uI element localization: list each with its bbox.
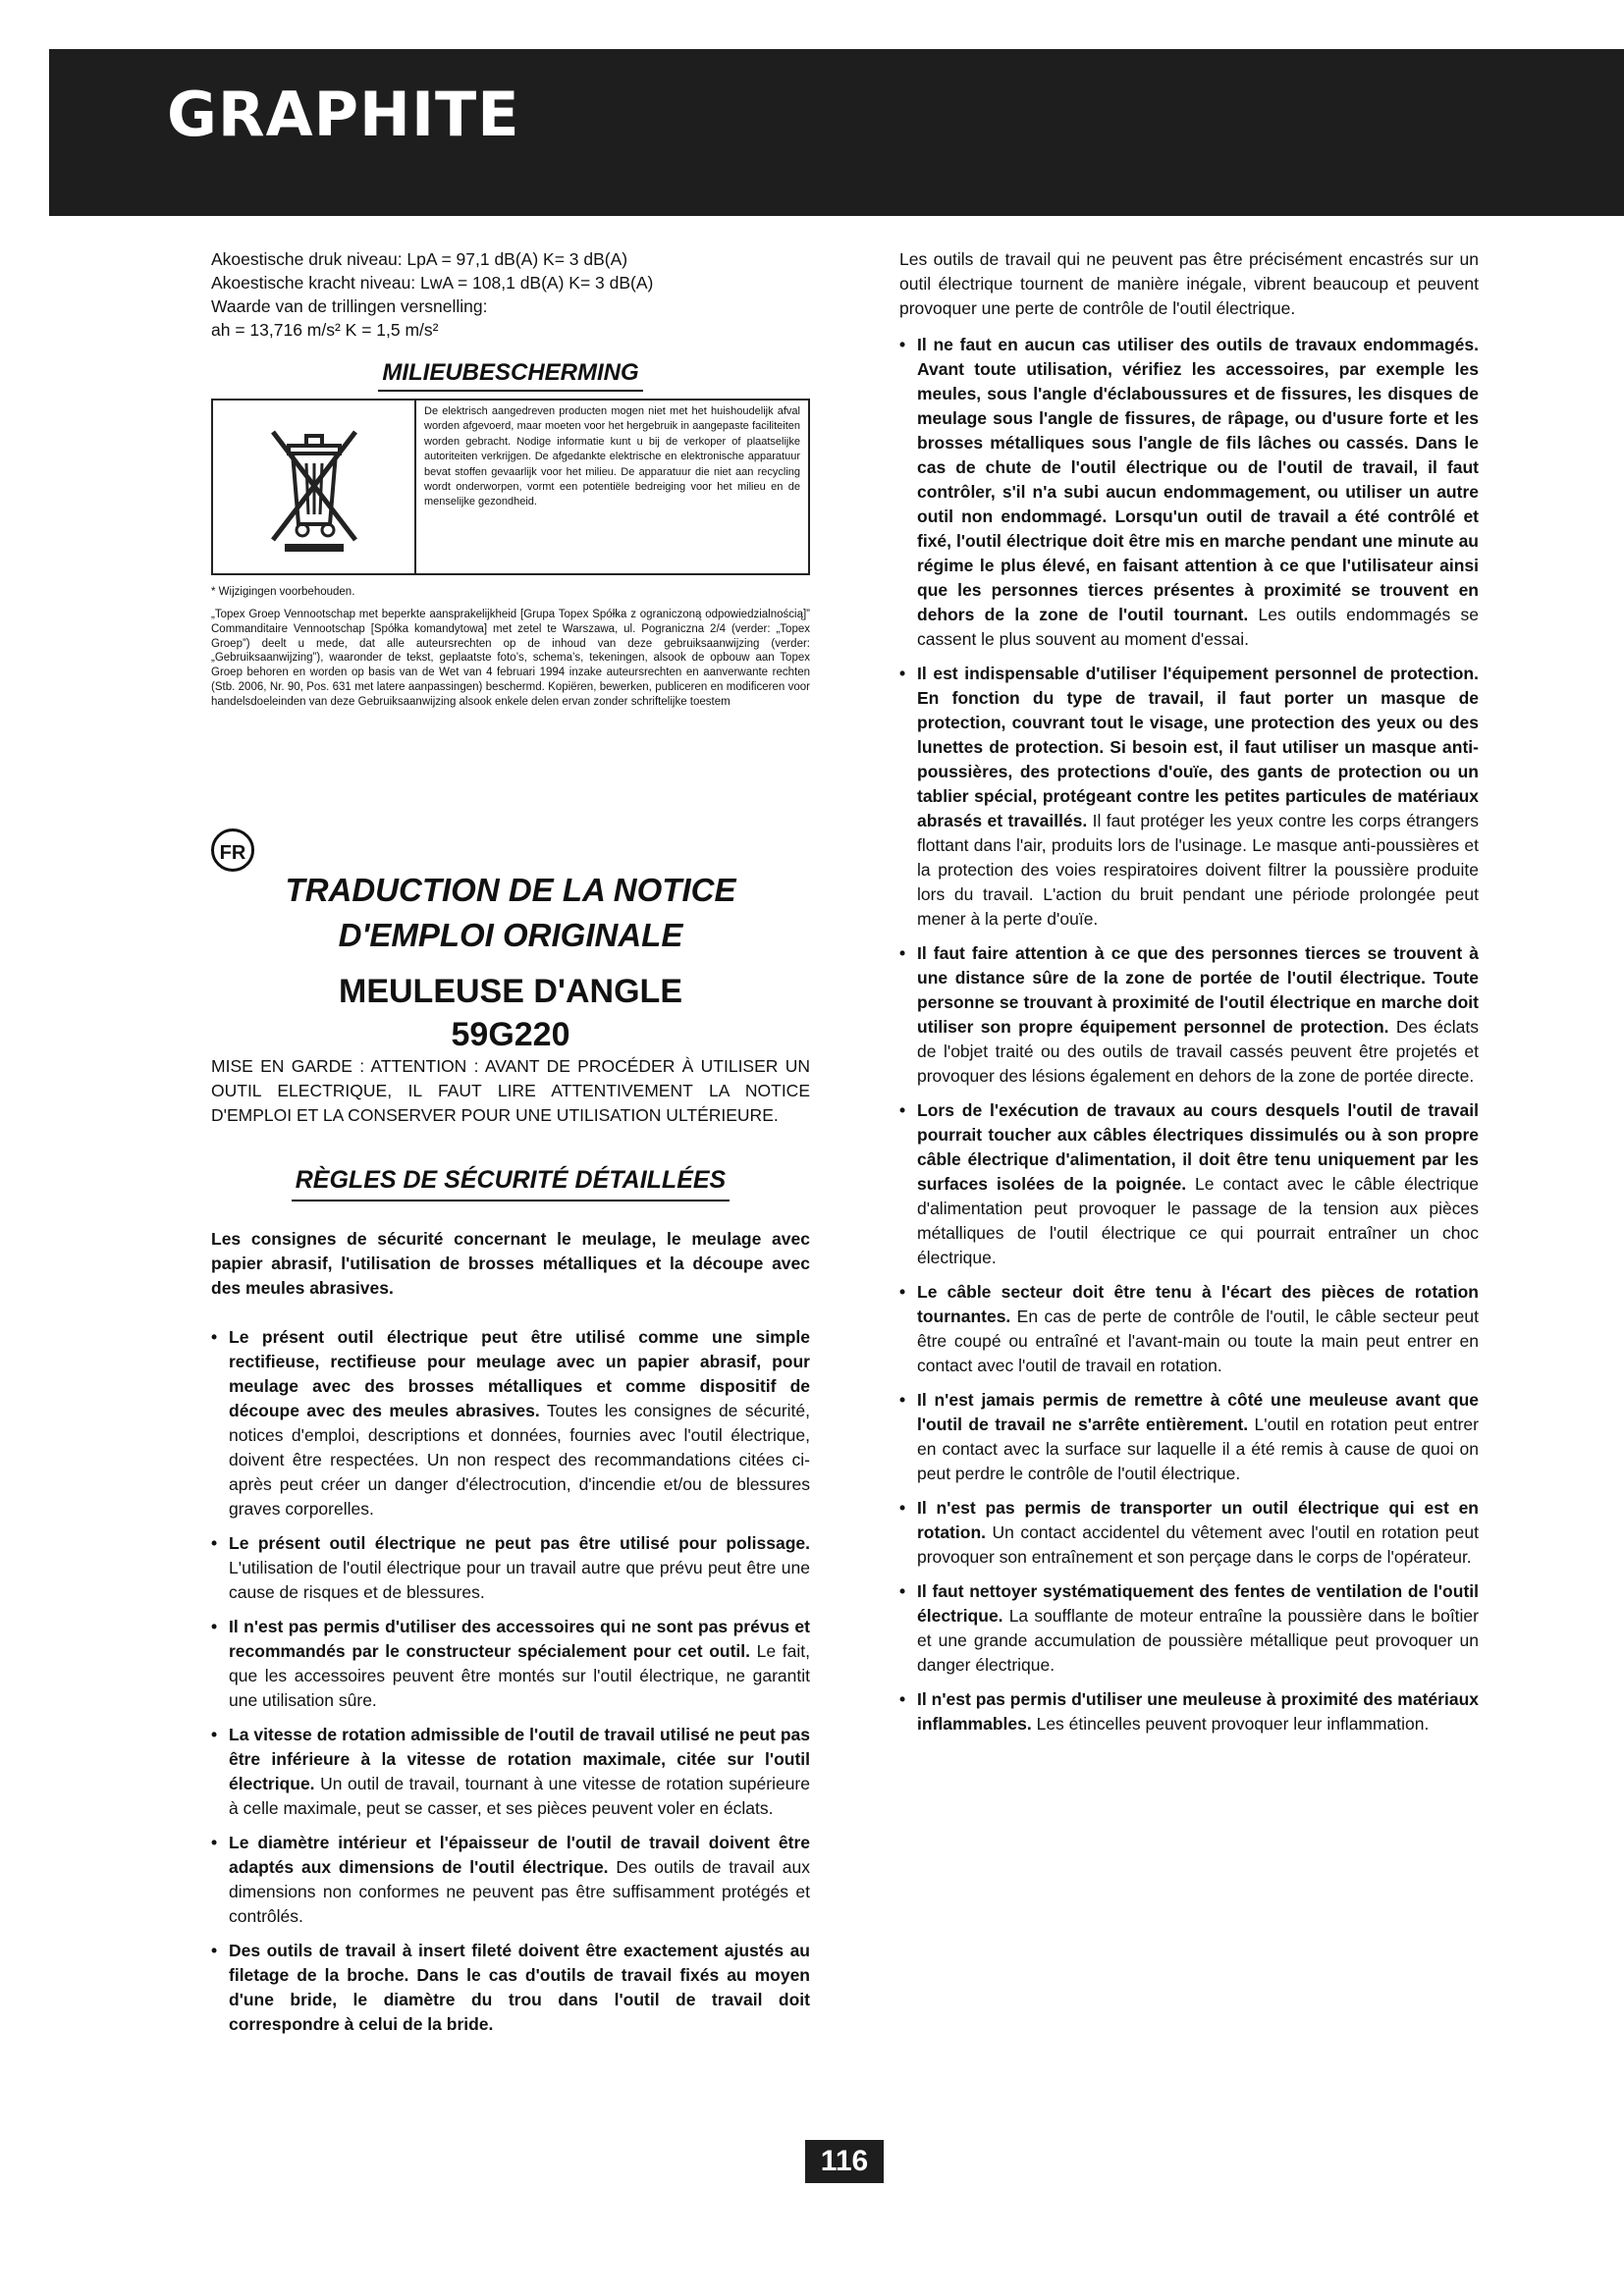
right-intro-text: Les outils de travail qui ne peuvent pas être précisément encastrés sur un outil électrique tournent de manière inégale, vibrent beaucoup et peuvent provoquer une perte de contrôle de l'outil électrique.: [899, 249, 1479, 318]
list-item: • Des outils de travail à insert fileté doivent être exactement ajustés au filetage de la broche. Dans le cas d'outils de travail fixés au moyen d'une bride, le diamètre du trou dans l'outil de travail doit correspondre à celui de la bride.: [211, 1939, 810, 2037]
list-item: • Il est indispensable d'utiliser l'équipement personnel de protection. En fonction du type de travail, il faut porter un masque de protection, couvrant tout le visage, une protection des yeux ou des lunettes de protection. Si besoin est, il faut utiliser un masque anti-poussières, des protections d'ouïe, des gants de protection ou un tablier spécial, protégeant contre les petites particules de matériaux abrasés et travaillés. Il faut protéger les yeux contre les corps étrangers flottant dans l'air, produits lors de l'usinage. Le masque anti-poussières et la protection des voies respiratoires doivent filtrer la poussière produite lors du travail. L'action du bruit pendant une période prolongée peut mener à la perte d'ouïe.: [899, 662, 1479, 932]
weee-text: De elektrisch aangedreven producten mogen niet met het huishoudelijk afval worden afgevoerd, maar moeten voor het hergebruik in aangepaste faciliteiten worden gebracht. Nodige informatie kunt u bij de verkoper of plaatselijke autoriteiten verkrijgen. De afgedankte elektrische en elektronische apparatuur bevat stoffen gevaarlijk voor het milieu. De apparatuur die niet aan recycling wordt onderworpen, vormt een potentiële bedreiging voor het milieu en de menselijke gezondheid.: [424, 405, 800, 508]
list-item: • Lors de l'exécution de travaux au cours desquels l'outil de travail pourrait toucher aux câbles électriques dissimulés ou à son propre câble électrique d'alimentation, il doit être tenu uniquement par les surfaces isolées de la poignée. Le contact avec le câble électrique d'alimentation peut provoquer le passage de la tension aux pièces métalliques de l'outil électrique ce qui pourrait entraîner un choc électrique.: [899, 1098, 1479, 1270]
weee-box: [211, 399, 810, 575]
list-item: • La vitesse de rotation admissible de l'outil de travail utilisé ne peut pas être inférieure à la vitesse de rotation maximale, citée sur l'outil électrique. Un outil de travail, tournant à une vitesse de rotation supérieure à celle maximale, peut se casser, et ses pièces peuvent voler en éclats.: [211, 1723, 810, 1821]
list-item: • Il n'est pas permis de transporter un outil électrique qui est en rotation. Un contact accidentel du vêtement avec l'outil en rotation peut provoquer son entraînement et son perçage dans le corps de l'opérateur.: [899, 1496, 1479, 1570]
acoustic-line: ah = 13,716 m/s² K = 1,5 m/s²: [211, 320, 439, 340]
list-item: • Il n'est pas permis d'utiliser une meuleuse à proximité des matériaux inflammables. Les étincelles peuvent provoquer leur inflammation.: [899, 1687, 1479, 1736]
list-item: • Il n'est jamais permis de remettre à côté une meuleuse avant que l'outil de travail ne s'arrête entièrement. L'outil en rotation peut entrer en contact avec la surface sur laquelle il a été remis à cause de quoi on peut perdre le contrôle de l'outil électrique.: [899, 1388, 1479, 1486]
page-number: 116: [805, 2140, 884, 2183]
list-item: • Il ne faut en aucun cas utiliser des outils de travaux endommagés. Avant toute utilisation, vérifiez les accessoires, par exemple les meules, sous l'angle d'éclaboussures et de fissures, les disques de meulage sous l'angle de fissures, de râpage, ou d'usure forte et les brosses métalliques sous l'angle de fils lâches ou cassés. Dans le cas de chute de l'outil électrique ou de l'outil de travail, il faut contrôler, s'il n'a subi aucun endommagement, ou utiliser un autre outil non endommagé. Lorsqu'un outil de travail a été contrôlé et fixé, l'outil électrique doit être mis en marche pendant une minute au régime le plus élevé, en faisant attention à ce que l'utilisateur ainsi que les personnes tierces présentes à proximité se trouvent en dehors de la zone de l'outil tournant. Les outils endommagés se cassent le plus souvent au moment d'essai.: [899, 333, 1479, 652]
acoustic-line: Waarde van de trillingen versnelling:: [211, 296, 488, 316]
brand-logo: GRAPHITE: [167, 79, 520, 150]
list-item: • Le diamètre intérieur et l'épaisseur de l'outil de travail doivent être adaptés aux dimensions de l'outil électrique. Des outils de travail aux dimensions non conformes ne peuvent pas être suffisamment protégés et contrôlés.: [211, 1831, 810, 1929]
acoustic-line: Akoestische kracht niveau: LwA = 108,1 dB(A) K= 3 dB(A): [211, 273, 654, 293]
right-bullet-list: [899, 333, 1479, 1736]
acoustic-line: Akoestische druk niveau: LpA = 97,1 dB(A) K= 3 dB(A): [211, 249, 628, 269]
title-line: D'EMPLOI ORIGINALE: [338, 917, 683, 953]
list-item: • Il n'est pas permis d'utiliser des accessoires qui ne sont pas prévus et recommandés par le constructeur spécialement pour cet outil. Le fait, que les accessoires peuvent être montés sur l'outil électrique, ne garantit une utilisation sûre.: [211, 1615, 810, 1713]
list-item: • Le câble secteur doit être tenu à l'écart des pièces de rotation tournantes. En cas de perte de contrôle de l'outil, le câble secteur peut être coupé ou entraîné et l'avant-main ou toute la main peut entrer en contact avec l'outil de travail en rotation.: [899, 1280, 1479, 1378]
left-bullet-list: [211, 1325, 810, 2047]
copyright-notice: „Topex Groep Vennootschap met beperkte aansprakelijkheid [Grupa Topex Spółka z ograniczoną odpowiedzialnością]” Commanditaire Vennootschap [Spółka komandytowa] met zetel te Warszawa, ul. Pograniczna 2/4 (verder: „Topex Groep”) deelt u mede, dat alle auteursrechten op de inhoud van deze gebruiksaanwijzing (verder: „Gebruiksaanwijzing”), waaronder de tekst, geplaatste foto’s, schema’s, tekeningen, alsook de opbouw aan Topex Groep behoren en worden op basis van de Wet van 4 februari 1994 inzake auteursrechten en aanverwante rechten (Stb. 2006, Nr. 90, Pos. 631 met latere aanpassingen) beschermd. Kopiëren, bewerken, publiceren en modificeren voor handelsdoeleinden van deze Gebruiksaanwijzing alsook enkele delen ervan zonder schriftelijke toestem: [211, 609, 810, 708]
document-title: [211, 868, 810, 1056]
title-line: TRADUCTION DE LA NOTICE: [285, 872, 736, 908]
left-column: [211, 247, 810, 2034]
product-name: MEULEUSE D'ANGLE: [339, 973, 682, 1010]
list-item: • Le présent outil électrique ne peut pas être utilisé pour polissage. L'utilisation de l'outil électrique pour un travail autre que prévu peut être une cause de risques et de blessures.: [211, 1531, 810, 1605]
changes-note: * Wijzigingen voorbehouden.: [211, 586, 355, 598]
fr-language-badge: FR: [211, 828, 254, 872]
list-item: • Il faut faire attention à ce que des personnes tierces se trouvent à une distance sûre de la zone de portée de l'outil électrique. Toute personne se trouvant à proximité de l'outil électrique en marche doit utiliser son propre équipement personnel de protection. Des éclats de l'objet traité ou des outils de travail cassés peuvent être projetés et provoquer des lésions également en dehors de la zone de portée directe.: [899, 941, 1479, 1089]
right-column: [899, 247, 1479, 1746]
acoustic-data: [211, 247, 810, 342]
milieu-title: MILIEUBESCHERMING: [211, 359, 810, 387]
rules-title: RÈGLES DE SÉCURITÉ DÉTAILLÉES: [211, 1166, 810, 1195]
crossed-bin-icon: [213, 400, 416, 573]
model-number: 59G220: [451, 1016, 570, 1053]
list-item: • Il faut nettoyer systématiquement des fentes de ventilation de l'outil électrique. La soufflante de moteur entraîne la poussière dans le boîtier et une grande accumulation de poussière métallique peut provoquer un danger électrique.: [899, 1579, 1479, 1678]
warning-text: MISE EN GARDE : ATTENTION : AVANT DE PROCÉDER À UTILISER UN OUTIL ELECTRIQUE, IL FAUT LIRE ATTENTIVEMENT LA NOTICE D'EMPLOI ET LA CONSERVER POUR UNE UTILISATION ULTÉRIEURE.: [211, 1056, 810, 1125]
list-item: • Le présent outil électrique peut être utilisé comme une simple rectifieuse, rectifieuse pour meulage avec un papier abrasif, pour meulage avec des brosses métalliques et comme dispositif de découpe avec des meules abrasives. Toutes les consignes de sécurité, notices d'emploi, descriptions et données, fournies avec l'outil électrique, doivent être respectées. Un non respect des recommandations citées ci-après peut créer un danger d'électrocution, d'incendie et/ou de blessures graves corporelles.: [211, 1325, 810, 1522]
rules-intro: Les consignes de sécurité concernant le meulage, le meulage avec papier abrasif, l'utilisation de brosses métalliques et la découpe avec des meules abrasives.: [211, 1229, 810, 1298]
